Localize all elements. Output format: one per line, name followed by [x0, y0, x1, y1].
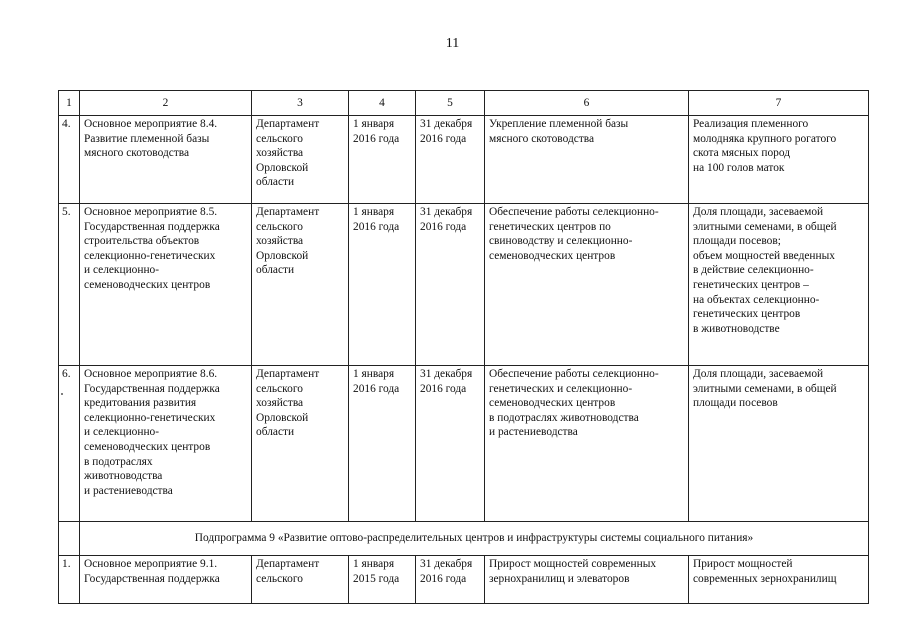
row-number: 1. — [59, 556, 80, 604]
column-header: 7 — [689, 91, 869, 116]
executor-cell: Департамент сельского хозяйства Орловской области — [252, 204, 349, 366]
column-number-row — [59, 91, 869, 116]
scan-speck — [61, 393, 63, 395]
start-date-cell: 1 января 2016 года — [349, 204, 416, 366]
result-cell: Обеспечение работы селекционно- генетических и селекционно- семеноводческих центров в подотраслях животноводства и растениеводства — [485, 366, 689, 522]
column-header: 3 — [252, 91, 349, 116]
row-number: 4. — [59, 116, 80, 204]
column-header: 2 — [80, 91, 252, 116]
end-date-cell: 31 декабря 2016 года — [416, 366, 485, 522]
indicator-cell: Прирост мощностей современных зернохранилищ — [689, 556, 869, 604]
measure-cell: Основное мероприятие 8.4. Развитие племенной базы мясного скотоводства — [80, 116, 252, 204]
subprogram-number-cell — [59, 522, 80, 556]
column-header: 6 — [485, 91, 689, 116]
measures-table — [58, 90, 869, 604]
result-cell: Прирост мощностей современных зернохранилищ и элеваторов — [485, 556, 689, 604]
measure-cell: Основное мероприятие 9.1. Государственная поддержка — [80, 556, 252, 604]
end-date-cell: 31 декабря 2016 года — [416, 204, 485, 366]
start-date-cell: 1 января 2015 года — [349, 556, 416, 604]
table-row — [59, 556, 869, 604]
row-number: 5. — [59, 204, 80, 366]
subprogram-title: Подпрограмма 9 «Развитие оптово-распределительных центров и инфраструктуры системы социального питания» — [80, 522, 869, 556]
end-date-cell: 31 декабря 2016 года — [416, 556, 485, 604]
table-row — [59, 366, 869, 522]
indicator-cell: Доля площади, засеваемой элитными семенами, в общей площади посевов — [689, 366, 869, 522]
column-header: 4 — [349, 91, 416, 116]
result-cell: Обеспечение работы селекционно- генетических центров по свиноводству и селекционно- семеноводческих центров — [485, 204, 689, 366]
measure-cell: Основное мероприятие 8.5. Государственная поддержка строительства объектов селекционно-генетических и селекционно- семеноводческих центров — [80, 204, 252, 366]
executor-cell: Департамент сельского хозяйства Орловской области — [252, 116, 349, 204]
subprogram-row — [59, 522, 869, 556]
end-date-cell: 31 декабря 2016 года — [416, 116, 485, 204]
row-number: 6. — [59, 366, 80, 522]
measure-cell: Основное мероприятие 8.6. Государственная поддержка кредитования развития селекционно-генетических и селекционно- семеноводческих центров в подотраслях животноводства и растениеводства — [80, 366, 252, 522]
start-date-cell: 1 января 2016 года — [349, 366, 416, 522]
start-date-cell: 1 января 2016 года — [349, 116, 416, 204]
table-row — [59, 116, 869, 204]
indicator-cell: Реализация племенного молодняка крупного рогатого скота мясных пород на 100 голов маток — [689, 116, 869, 204]
executor-cell: Департамент сельского — [252, 556, 349, 604]
indicator-cell: Доля площади, засеваемой элитными семенами, в общей площади посевов; объем мощностей введенных в действие селекционно- генетических центров – на объектах селекционно- генетических центров в животноводстве — [689, 204, 869, 366]
executor-cell: Департамент сельского хозяйства Орловской области — [252, 366, 349, 522]
table-row — [59, 204, 869, 366]
page-number: 11 — [445, 36, 460, 51]
column-header: 1 — [59, 91, 80, 116]
column-header: 5 — [416, 91, 485, 116]
result-cell: Укрепление племенной базы мясного скотоводства — [485, 116, 689, 204]
